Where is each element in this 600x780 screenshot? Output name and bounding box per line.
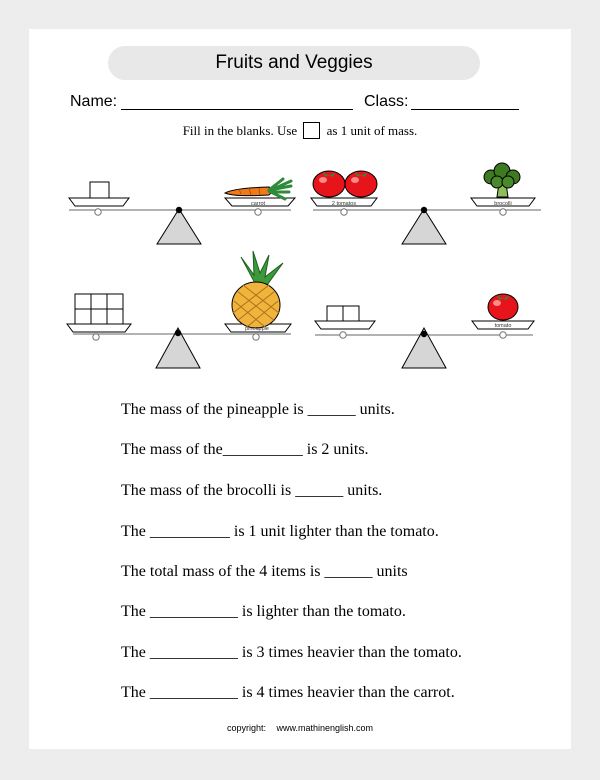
carrot-icon [225, 179, 291, 199]
scale-1-label: carrot [250, 201, 266, 207]
tomato-icon [345, 171, 377, 197]
balance-scales [29, 29, 571, 369]
tomato-icon [488, 294, 518, 320]
tomato-icon [313, 171, 345, 197]
unit-block [90, 182, 109, 198]
balance-scale-4 [315, 294, 534, 368]
question-8[interactable]: The ___________ is 4 times heavier than the carrot. [121, 684, 455, 701]
copyright-footer [29, 723, 571, 733]
class-label: Class: [364, 93, 409, 110]
question-1[interactable]: The mass of the pineapple is ______ units. [121, 401, 395, 418]
worksheet-title: Fruits and Veggies [108, 46, 480, 80]
question-5[interactable]: The total mass of the 4 items is ______ units [121, 563, 408, 580]
instruction-text-end: as 1 unit of mass. [326, 123, 418, 138]
scale-2-right-label: brocolli [494, 201, 512, 207]
broccoli-icon [484, 163, 520, 197]
instruction-text: Fill in the blanks. Use [182, 123, 298, 138]
balance-scale-2 [311, 163, 541, 244]
copyright-site[interactable]: www.mathinenglish.com [276, 723, 374, 733]
question-3[interactable]: The mass of the brocolli is ______ units. [121, 482, 383, 499]
pineapple-icon [232, 251, 283, 328]
scale-2-left-label: 2 tomatos [331, 201, 357, 207]
worksheet-page [29, 29, 571, 749]
balance-scale-3 [67, 251, 291, 368]
scale-4-label: tomato [494, 323, 512, 329]
unit-blocks [327, 306, 359, 321]
question-7[interactable]: The ___________ is 3 times heavier than the tomato. [121, 644, 462, 661]
copyright-label: copyright: [226, 723, 266, 733]
balance-scale-1 [69, 179, 295, 244]
question-2[interactable]: The mass of the__________ is 2 units. [121, 441, 369, 458]
question-6[interactable]: The ___________ is lighter than the tomato. [121, 603, 406, 620]
scale-3-label: pineapple [245, 326, 269, 332]
unit-blocks [75, 294, 123, 324]
question-4[interactable]: The __________ is 1 unit lighter than the tomato. [121, 523, 439, 540]
name-label: Name: [70, 93, 118, 110]
